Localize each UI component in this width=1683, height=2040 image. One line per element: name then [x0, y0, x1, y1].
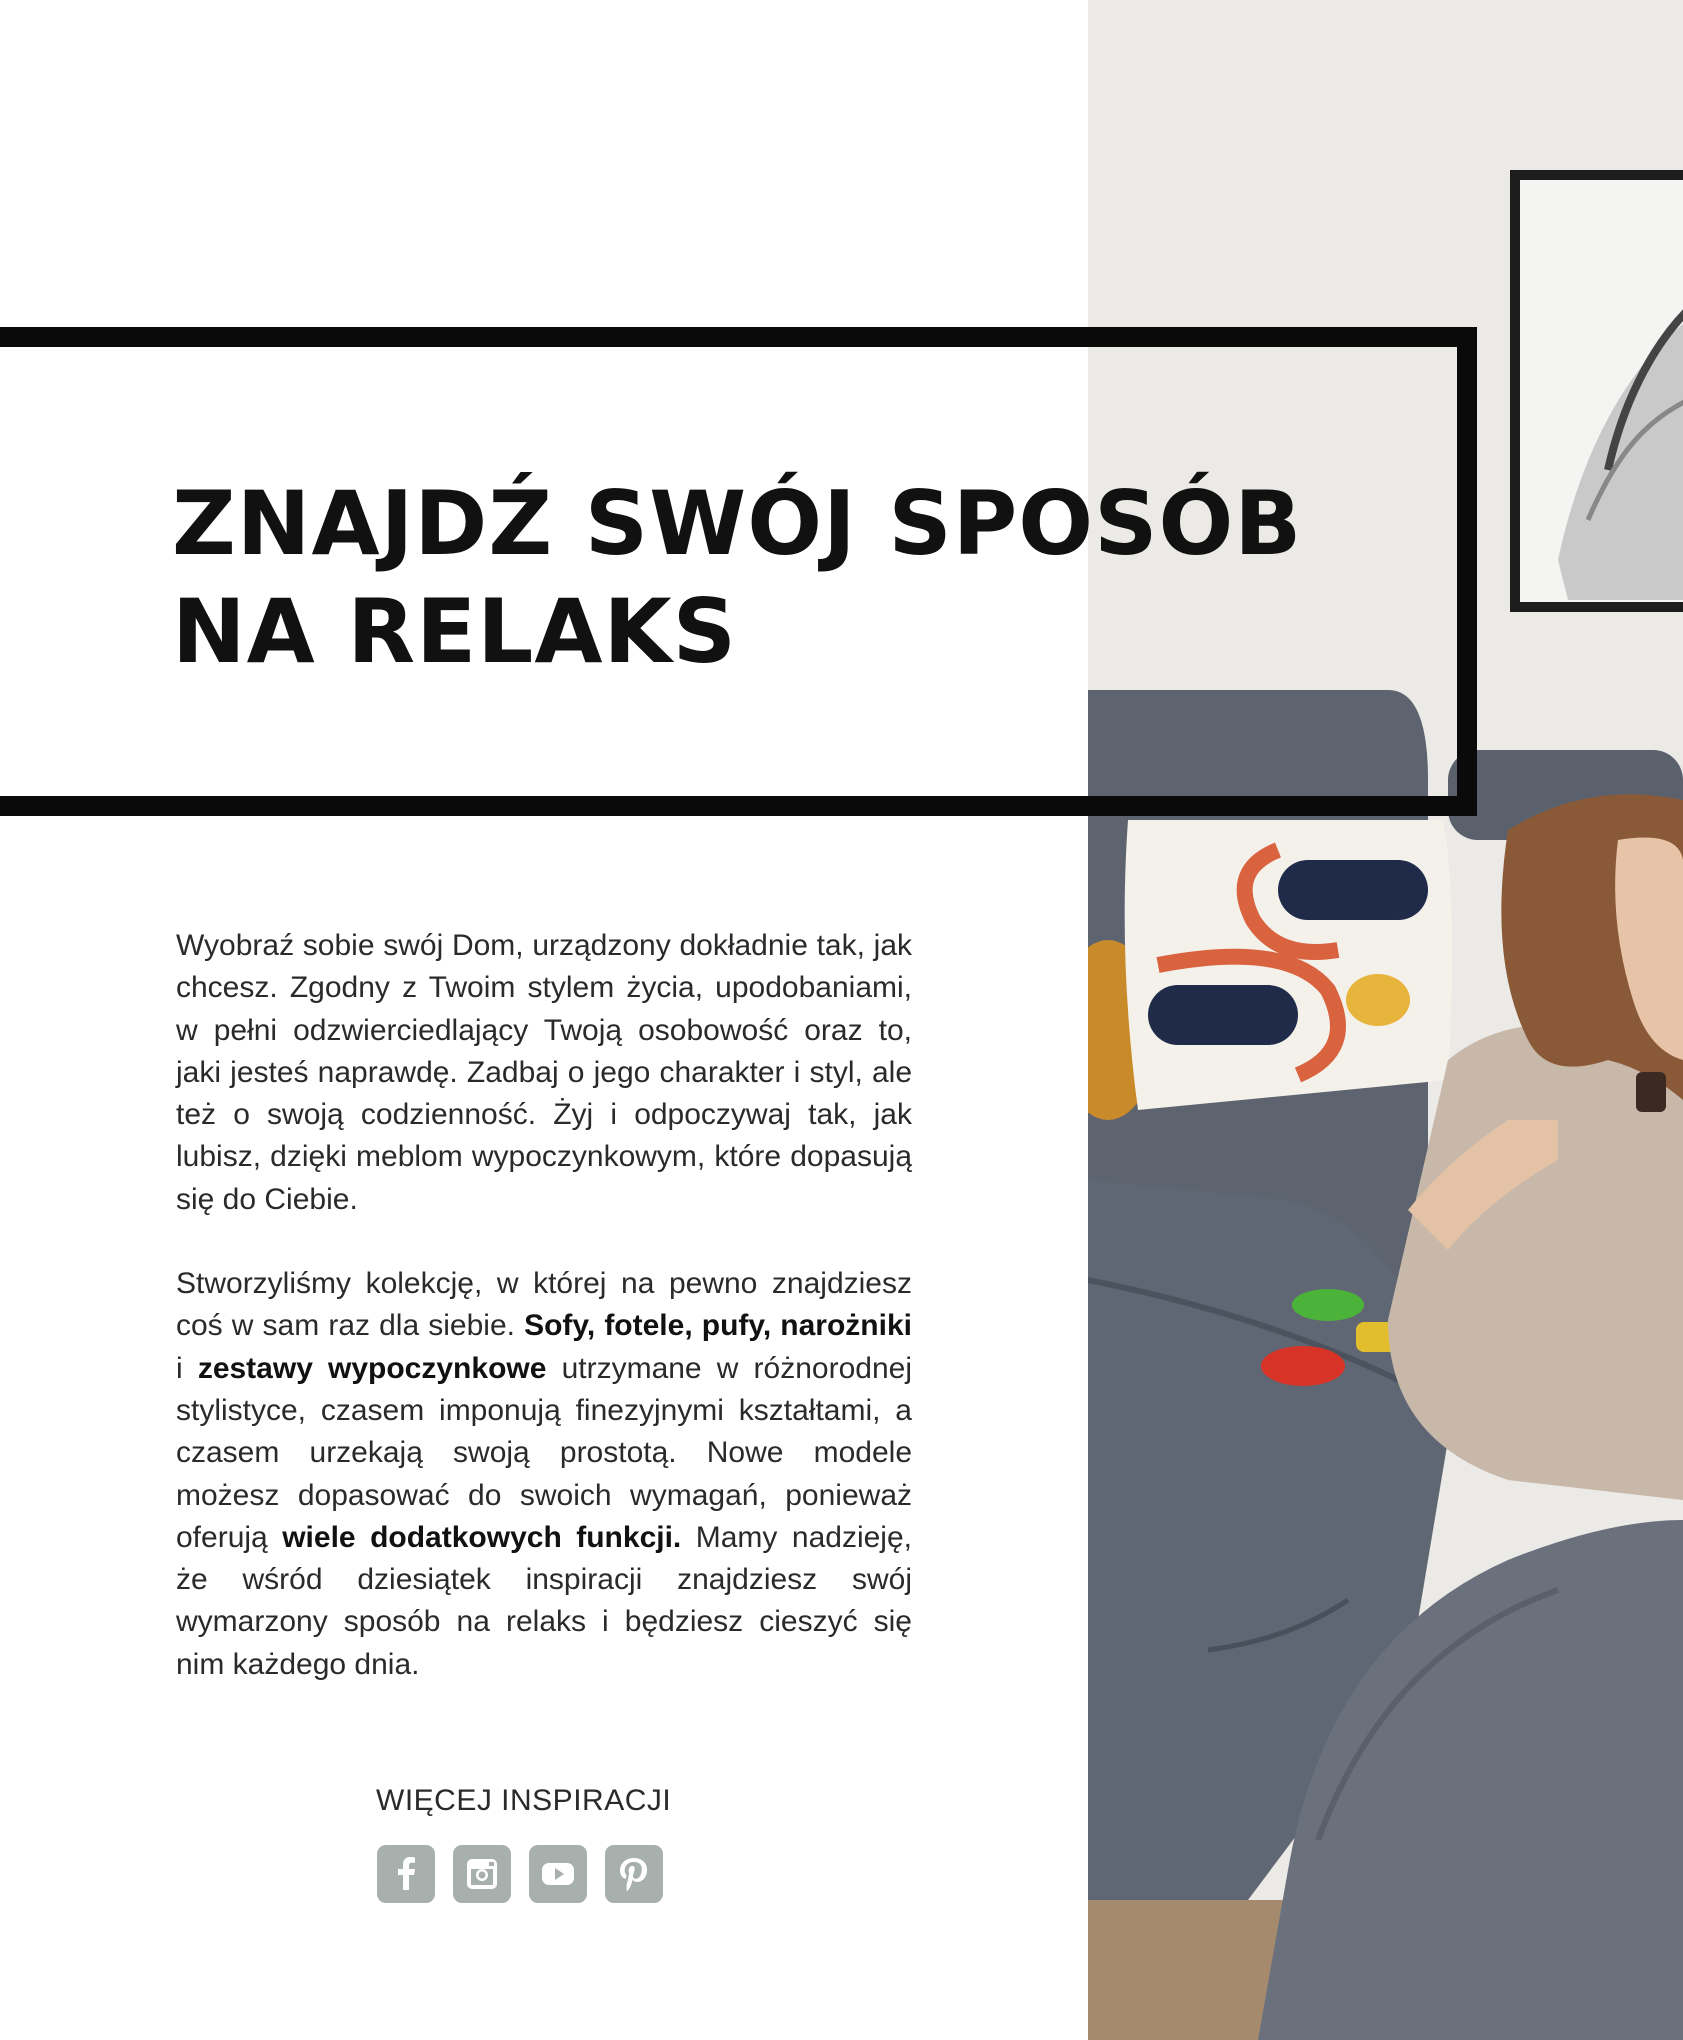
collection-text-3: utrzymane w różnorodnej stylistyce, czasem imponują finezyjnymi kształtami, a czasem urzekają swoją prostotą. Nowe modele możesz dopasować do swoich wymagań, ponieważ oferują: [176, 1351, 912, 1554]
page-title: [172, 470, 1422, 686]
pinterest-icon[interactable]: [605, 1845, 663, 1903]
intro-paragraph: Wyobraź sobie swój Dom, urządzony dokładnie tak, jak chcesz. Zgodny z Twoim stylem życia, upodobaniami, w pełni odzwierciedlający Twoją osobowość oraz to, jaki jesteś naprawdę. Zadbaj o jego charakter i styl, ale też o swoją codzienność. Żyj i odpoczywaj tak, jak lubisz, dzięki meblom wypoczynkowym, które dopasują się do Ciebie.: [176, 929, 912, 1216]
collection-bold-sets: zestawy wypoczynkowe: [197, 1351, 547, 1385]
social-icons: [377, 1845, 663, 1903]
page-title-line-2: NA RELAKS: [172, 580, 738, 683]
collection-text-4: Mamy nadzieję, że wśród dziesiątek inspiracji znajdziesz swój wymarzony sposób na relaks i będziesz cieszyć się nim każdego dnia.: [176, 1520, 912, 1681]
patterned-cushion: [1125, 820, 1452, 1110]
facebook-icon[interactable]: [377, 1845, 435, 1903]
collection-text-2: i: [176, 1351, 183, 1385]
living-room-illustration: [1088, 0, 1683, 2040]
lifestyle-photo: [1088, 0, 1683, 2040]
collection-paragraph: [176, 1263, 912, 1686]
collection-text-1: Stworzyliśmy kolekcję, w której na pewno znajdziesz coś w sam raz dla siebie.: [176, 1267, 912, 1343]
wall-art-frame: [1510, 170, 1683, 612]
instagram-icon[interactable]: [453, 1845, 511, 1903]
page-title-line-1: ZNAJDŹ SWÓJ SPOSÓB: [172, 472, 1303, 575]
body-copy: [176, 925, 912, 1728]
collection-bold-products: Sofy, fotele, pufy, narożniki: [524, 1309, 912, 1343]
more-inspiration-label: WIĘCEJ INSPIRACJI: [376, 1784, 672, 1817]
collection-bold-functions: wiele dodatkowych funkcji.: [282, 1520, 682, 1554]
youtube-icon[interactable]: [529, 1845, 587, 1903]
